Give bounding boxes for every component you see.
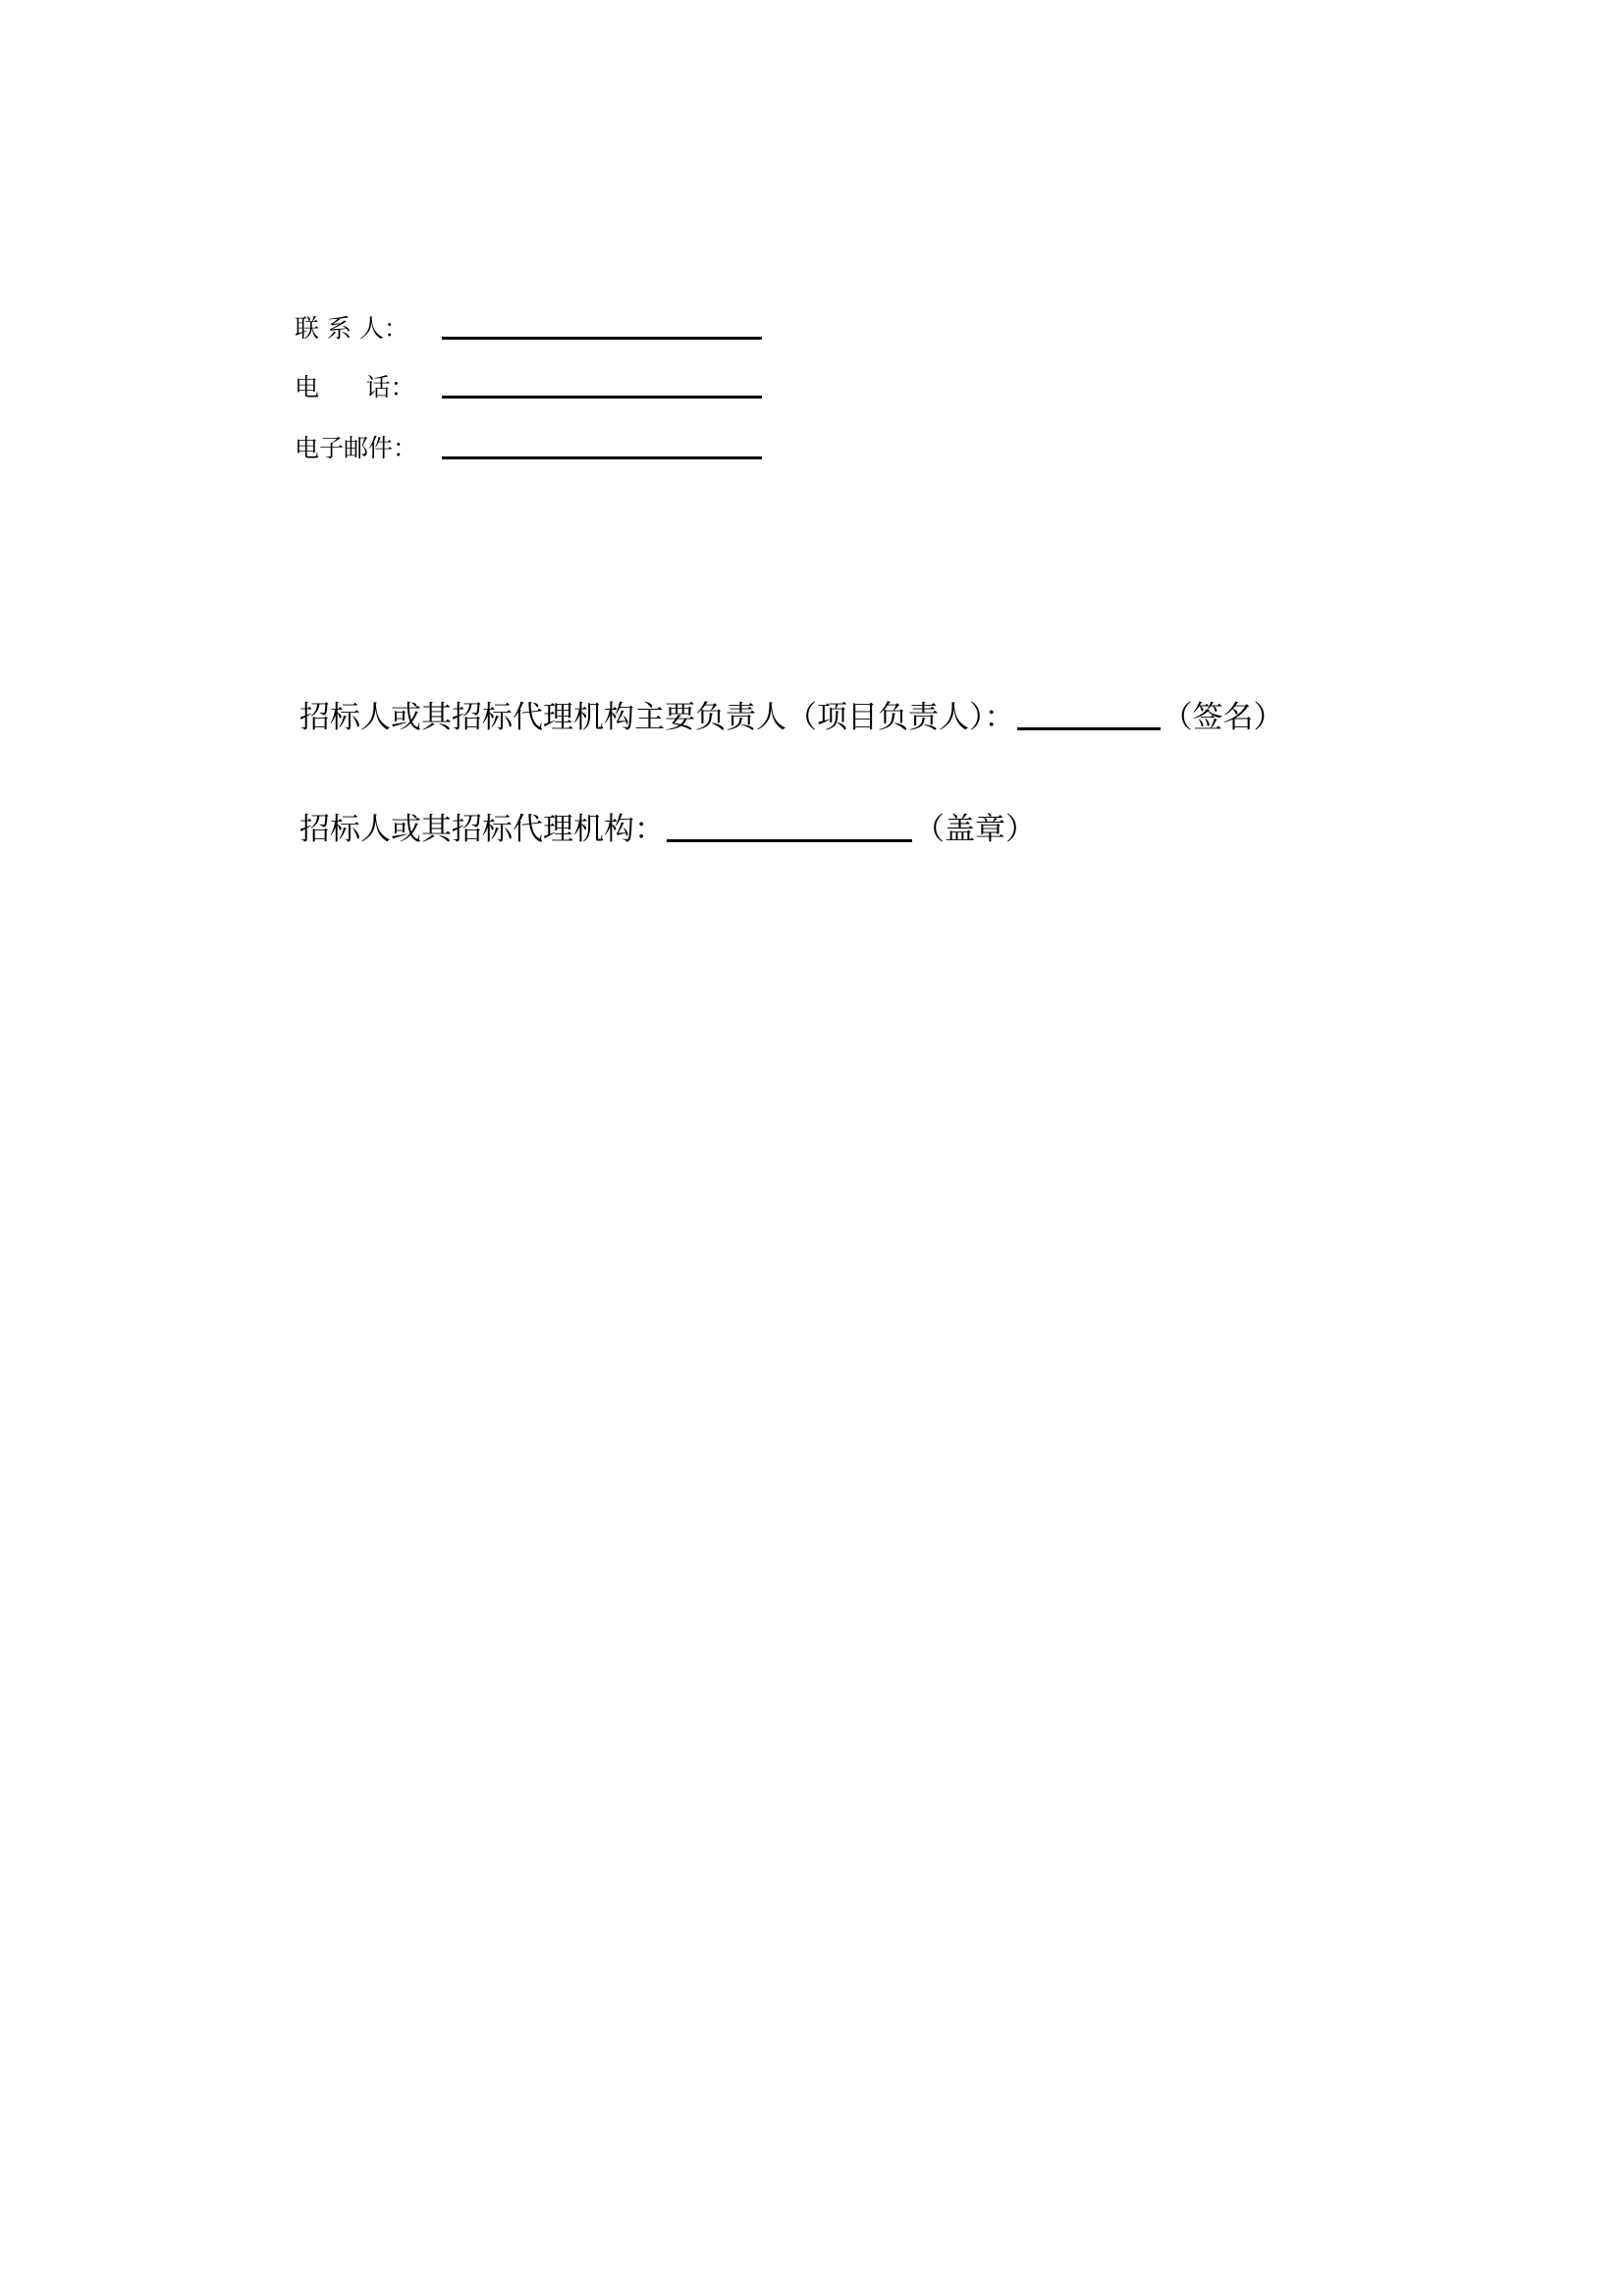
agency-label: 招标人或其招标代理机构： bbox=[299, 812, 665, 847]
responsible-person-row bbox=[299, 699, 1284, 736]
email-blank[interactable] bbox=[442, 456, 762, 459]
seal-blank[interactable] bbox=[667, 839, 912, 842]
signature-blank[interactable] bbox=[1017, 727, 1161, 730]
contact-person-blank[interactable] bbox=[442, 337, 762, 340]
signature-note: （签名） bbox=[1162, 700, 1284, 735]
phone-row bbox=[295, 363, 762, 402]
phone-blank[interactable] bbox=[442, 396, 762, 399]
responsible-person-label: 招标人或其招标代理机构主要负责人（项目负责人）： bbox=[299, 700, 1015, 735]
email-row bbox=[295, 424, 762, 463]
phone-label: 电 话： bbox=[295, 373, 415, 401]
seal-note: （盖章） bbox=[914, 812, 1036, 847]
agency-row bbox=[299, 811, 1036, 848]
contact-person-row bbox=[295, 304, 762, 344]
email-label: 电子邮件： bbox=[295, 434, 418, 462]
contact-person-label: 联 系 人： bbox=[295, 314, 408, 343]
